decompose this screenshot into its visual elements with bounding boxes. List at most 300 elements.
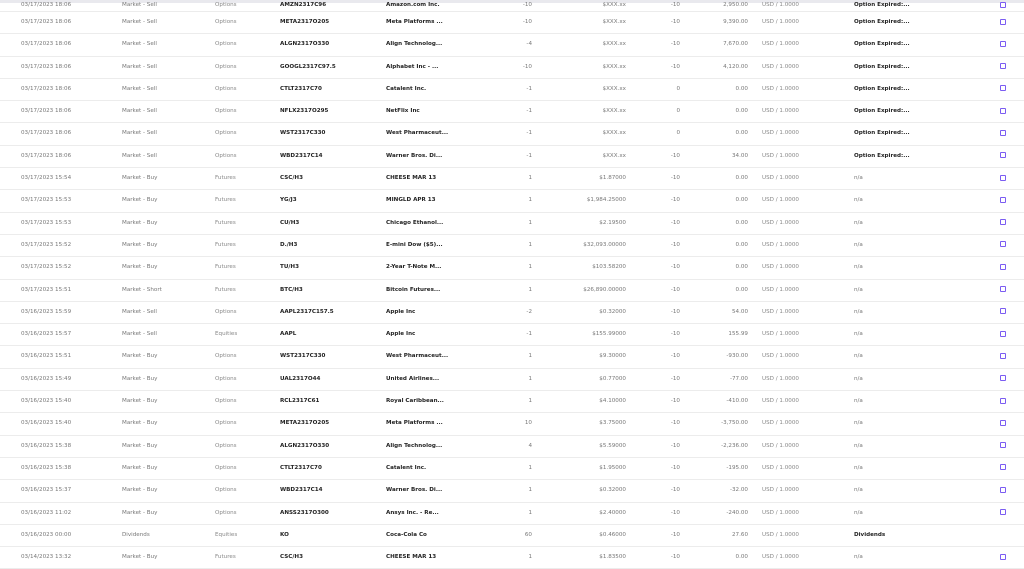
fee-cell: 0 [676,108,680,115]
price-cell: $XXX.xx [602,108,626,115]
quantity-cell: 1 [528,464,532,471]
amount-cell: -930.00 [726,353,748,360]
type-cell: Options [215,130,237,137]
date-cell: 03/16/2023 15:51 [21,353,72,360]
action-cell: Market - Sell [122,19,157,25]
action-cell: Dividends [122,531,150,538]
fee-cell: 0 [676,130,680,137]
amount-cell: -410.00 [726,398,748,405]
type-cell: Options [215,442,237,449]
table-row[interactable] [0,235,1024,257]
fee-cell: -10 [670,152,680,159]
symbol-cell: CSC/H3 [280,175,303,182]
date-cell: 03/17/2023 18:06 [21,108,72,115]
quantity-cell: 1 [528,175,532,182]
symbol-cell: CTLT2317C70 [280,464,322,471]
amount-cell: 9,390.00 [723,19,748,25]
type-cell: Options [215,108,237,115]
table-row[interactable] [0,302,1024,324]
fee-cell: -10 [670,464,680,471]
table-row[interactable] [0,346,1024,368]
type-cell: Options [215,308,237,315]
edit-icon[interactable] [1000,353,1006,359]
edit-button[interactable] [1000,12,1008,33]
amount-cell: 54.00 [731,308,748,315]
date-cell: 03/17/2023 18:06 [21,85,72,92]
edit-button[interactable] [1000,324,1008,345]
table-row[interactable] [0,123,1024,145]
symbol-cell: ANSS2317O300 [280,509,329,516]
price-cell: $XXX.xx [602,19,626,25]
amount-cell: -77.00 [729,375,748,382]
note-cell: Option Expired:... [854,85,910,92]
edit-button[interactable] [1000,235,1008,256]
table-row[interactable] [0,213,1024,235]
currency-cell: USD / 1.0000 [762,130,799,137]
price-cell: $XXX.xx [602,85,626,92]
symbol-cell: AAPL [280,331,297,338]
edit-icon[interactable] [1000,398,1006,404]
description-cell: Bitcoin Futures... [386,286,441,293]
edit-button[interactable] [1000,503,1008,524]
fee-cell: -10 [670,375,680,382]
table-row[interactable] [0,0,1024,12]
note-cell: Dividends [854,531,886,538]
table-row[interactable] [0,413,1024,435]
date-cell: 03/17/2023 18:06 [21,19,72,25]
currency-cell: USD / 1.0000 [762,219,799,226]
symbol-cell: NFLX2317O295 [280,108,329,115]
amount-cell: 0.00 [735,264,748,271]
action-cell: Market - Buy [122,197,158,204]
price-cell: $1.83500 [599,554,626,561]
edit-icon[interactable] [1000,85,1006,91]
table-row[interactable] [0,547,1024,569]
edit-icon[interactable] [1000,464,1006,470]
symbol-cell: D./H3 [280,241,298,248]
edit-icon[interactable] [1000,308,1006,314]
date-cell: 03/16/2023 15:38 [21,442,72,449]
edit-icon[interactable] [1000,375,1006,381]
fee-cell: -10 [670,264,680,271]
action-cell: Market - Sell [122,2,157,8]
amount-cell: 0.00 [735,554,748,561]
date-cell: 03/17/2023 15:52 [21,241,72,248]
description-cell: Chicago Ethanol... [386,219,444,226]
edit-icon[interactable] [1000,264,1006,270]
date-cell: 03/16/2023 15:40 [21,398,72,405]
symbol-cell: CSC/H3 [280,554,303,561]
amount-cell: -3,750.00 [721,420,748,427]
fee-cell: -10 [670,531,680,538]
edit-icon[interactable] [1000,487,1006,493]
table-row[interactable] [0,57,1024,79]
note-cell: n/a [854,175,863,182]
description-cell: Align Technolog... [386,41,443,48]
quantity-cell: -1 [526,130,532,137]
type-cell: Options [215,464,237,471]
note-cell: n/a [854,554,863,561]
fee-cell: -10 [670,442,680,449]
currency-cell: USD / 1.0000 [762,420,799,427]
edit-icon[interactable] [1000,197,1006,203]
price-cell: $0.46000 [599,531,626,538]
type-cell: Options [215,85,237,92]
price-cell: $1.87000 [599,175,626,182]
amount-cell: -240.00 [726,509,748,516]
currency-cell: USD / 1.0000 [762,509,799,516]
currency-cell: USD / 1.0000 [762,464,799,471]
fee-cell: -10 [670,420,680,427]
type-cell: Futures [215,286,236,293]
edit-button[interactable] [1000,413,1008,434]
edit-button[interactable] [1000,391,1008,412]
action-cell: Market - Buy [122,487,158,494]
quantity-cell: -10 [522,19,532,25]
price-cell: $2.40000 [599,509,626,516]
fee-cell: -10 [670,2,680,8]
date-cell: 03/17/2023 15:53 [21,219,72,226]
edit-icon[interactable] [1000,241,1006,247]
currency-cell: USD / 1.0000 [762,554,799,561]
action-cell: Market - Buy [122,353,158,360]
quantity-cell: 1 [528,241,532,248]
description-cell: Align Technolog... [386,442,443,449]
symbol-cell: WBD2317C14 [280,152,323,159]
edit-icon[interactable] [1000,219,1006,225]
symbol-cell: KO [280,531,289,538]
amount-cell: 0.00 [735,130,748,137]
price-cell: $1.95000 [599,464,626,471]
edit-button[interactable] [1000,34,1008,55]
currency-cell: USD / 1.0000 [762,487,799,494]
type-cell: Options [215,487,237,494]
edit-icon[interactable] [1000,331,1006,337]
amount-cell: 2,950.00 [723,2,748,8]
table-row[interactable] [0,79,1024,101]
quantity-cell: -1 [526,152,532,159]
fee-cell: -10 [670,19,680,25]
action-cell: Market - Sell [122,63,157,70]
edit-button[interactable] [1000,146,1008,167]
table-row[interactable] [0,190,1024,212]
price-cell: $103.58200 [592,264,626,271]
quantity-cell: 1 [528,286,532,293]
price-cell: $32,093.00000 [583,241,626,248]
date-cell: 03/17/2023 15:52 [21,264,72,271]
symbol-cell: RCL2317C61 [280,398,320,405]
type-cell: Equities [215,331,238,338]
table-row[interactable] [0,280,1024,302]
edit-button[interactable] [1000,458,1008,479]
price-cell: $XXX.xx [602,130,626,137]
description-cell: Warner Bros. Di... [386,487,443,494]
fee-cell: -10 [670,241,680,248]
edit-icon[interactable] [1000,108,1006,114]
note-cell: n/a [854,398,863,405]
symbol-cell: WST2317C330 [280,353,326,360]
price-cell: $3.75000 [599,420,626,427]
table-row[interactable] [0,458,1024,480]
note-cell: Option Expired:... [854,2,910,8]
action-cell: Market - Sell [122,152,157,159]
quantity-cell: -1 [526,108,532,115]
quantity-cell: -10 [522,2,532,8]
table-row[interactable] [0,146,1024,168]
fee-cell: -10 [670,175,680,182]
fee-cell: -10 [670,63,680,70]
edit-button[interactable] [1000,101,1008,122]
edit-icon[interactable] [1000,442,1006,448]
action-cell: Market - Buy [122,398,158,405]
description-cell: Royal Caribbean... [386,398,444,405]
edit-button[interactable] [1000,0,1008,11]
edit-button[interactable] [1000,257,1008,278]
table-row[interactable] [0,369,1024,391]
date-cell: 03/17/2023 18:06 [21,130,72,137]
date-cell: 03/16/2023 15:38 [21,464,72,471]
edit-icon[interactable] [1000,19,1006,25]
table-row[interactable] [0,101,1024,123]
fee-cell: -10 [670,554,680,561]
edit-icon[interactable] [1000,286,1006,292]
edit-button[interactable] [1000,280,1008,301]
fee-cell: -10 [670,353,680,360]
note-cell: n/a [854,353,863,360]
date-cell: 03/16/2023 15:40 [21,420,72,427]
amount-cell: 0.00 [735,175,748,182]
table-row[interactable] [0,480,1024,502]
action-cell: Market - Sell [122,41,157,48]
type-cell: Futures [215,219,236,226]
edit-button[interactable] [1000,302,1008,323]
date-cell: 03/17/2023 15:51 [21,286,72,293]
edit-button[interactable] [1000,480,1008,501]
fee-cell: -10 [670,286,680,293]
date-cell: 03/17/2023 18:06 [21,63,72,70]
type-cell: Options [215,19,237,25]
price-cell: $XXX.xx [602,41,626,48]
edit-icon[interactable] [1000,420,1006,426]
quantity-cell: -1 [526,331,532,338]
quantity-cell: 1 [528,375,532,382]
price-cell: $0.32000 [599,487,626,494]
currency-cell: USD / 1.0000 [762,152,799,159]
amount-cell: 0.00 [735,219,748,226]
symbol-cell: UAL2317O44 [280,375,321,382]
action-cell: Market - Buy [122,554,158,561]
fee-cell: -10 [670,509,680,516]
description-cell: Amazon.com Inc. [386,2,440,8]
edit-button[interactable] [1000,79,1008,100]
type-cell: Futures [215,241,236,248]
description-cell: Ansys Inc. - Re... [386,509,439,516]
action-cell: Market - Sell [122,130,157,137]
symbol-cell: WST2317C330 [280,130,326,137]
note-cell: n/a [854,219,863,226]
symbol-cell: META2317O205 [280,19,330,25]
edit-button[interactable] [1000,213,1008,234]
note-cell: n/a [854,241,863,248]
currency-cell: USD / 1.0000 [762,19,799,25]
action-cell: Market - Buy [122,442,158,449]
currency-cell: USD / 1.0000 [762,398,799,405]
note-cell: n/a [854,331,863,338]
description-cell: Alphabet Inc - ... [386,63,439,70]
currency-cell: USD / 1.0000 [762,41,799,48]
symbol-cell: META2317O205 [280,420,330,427]
amount-cell: -32.00 [729,487,748,494]
currency-cell: USD / 1.0000 [762,175,799,182]
quantity-cell: 60 [524,531,532,538]
currency-cell: USD / 1.0000 [762,375,799,382]
fee-cell: -10 [670,308,680,315]
quantity-cell: 4 [528,442,532,449]
amount-cell: 0.00 [735,85,748,92]
table-row[interactable] [0,34,1024,56]
amount-cell: 4,120.00 [723,63,748,70]
table-row[interactable] [0,257,1024,279]
amount-cell: 0.00 [735,286,748,293]
edit-icon[interactable] [1000,152,1006,158]
description-cell: Coca-Cola Co [386,531,427,538]
note-cell: n/a [854,442,863,449]
edit-button[interactable] [1000,547,1008,568]
price-cell: $1,984.25000 [586,197,626,204]
description-cell: West Pharmaceut... [386,130,449,137]
currency-cell: USD / 1.0000 [762,197,799,204]
edit-button[interactable] [1000,346,1008,367]
quantity-cell: -1 [526,85,532,92]
note-cell: n/a [854,308,863,315]
price-cell: $5.59000 [599,442,626,449]
quantity-cell: 1 [528,398,532,405]
table-row[interactable] [0,324,1024,346]
table-row[interactable] [0,168,1024,190]
quantity-cell: 1 [528,264,532,271]
quantity-cell: -4 [526,41,532,48]
type-cell: Options [215,398,237,405]
type-cell: Futures [215,554,236,561]
date-cell: 03/16/2023 15:37 [21,487,72,494]
amount-cell: 27.60 [731,531,748,538]
edit-button[interactable] [1000,369,1008,390]
description-cell: Meta Platforms ... [386,420,443,427]
currency-cell: USD / 1.0000 [762,331,799,338]
action-cell: Market - Buy [122,464,158,471]
date-cell: 03/17/2023 18:06 [21,2,72,8]
price-cell: $XXX.xx [602,152,626,159]
edit-button[interactable] [1000,168,1008,189]
symbol-cell: TU/H3 [280,264,299,271]
fee-cell: -10 [670,41,680,48]
edit-icon[interactable] [1000,509,1006,515]
price-cell: $2.19500 [599,219,626,226]
symbol-cell: BTC/H3 [280,286,303,293]
action-cell: Market - Sell [122,108,157,115]
description-cell: Meta Platforms ... [386,19,443,25]
description-cell: Catalent Inc. [386,85,427,92]
symbol-cell: AAPL2317C157.5 [280,308,334,315]
quantity-cell: 1 [528,554,532,561]
date-cell: 03/16/2023 15:59 [21,308,72,315]
action-cell: Market - Buy [122,241,158,248]
date-cell: 03/17/2023 18:06 [21,152,72,159]
description-cell: CHEESE MAR 13 [386,175,437,182]
action-cell: Market - Buy [122,420,158,427]
edit-icon[interactable] [1000,63,1006,69]
edit-icon[interactable] [1000,130,1006,136]
table-row[interactable] [0,12,1024,34]
type-cell: Options [215,509,237,516]
table-row[interactable] [0,436,1024,458]
edit-icon[interactable] [1000,554,1006,560]
action-cell: Market - Short [122,286,162,293]
date-cell: 03/16/2023 00:00 [21,531,72,538]
amount-cell: -195.00 [726,464,748,471]
note-cell: n/a [854,286,863,293]
date-cell: 03/14/2023 13:32 [21,554,72,561]
fee-cell: -10 [670,398,680,405]
type-cell: Futures [215,197,236,204]
note-cell: n/a [854,375,863,382]
type-cell: Options [215,375,237,382]
table-row[interactable] [0,391,1024,413]
table-row[interactable] [0,503,1024,525]
description-cell: Apple Inc [386,331,416,338]
symbol-cell: ALGN2317O330 [280,442,330,449]
edit-icon[interactable] [1000,175,1006,181]
edit-button[interactable] [1000,57,1008,78]
currency-cell: USD / 1.0000 [762,531,799,538]
fee-cell: -10 [670,331,680,338]
note-cell: n/a [854,464,863,471]
edit-button[interactable] [1000,123,1008,144]
edit-button[interactable] [1000,190,1008,211]
date-cell: 03/17/2023 15:54 [21,175,72,182]
edit-button[interactable] [1000,436,1008,457]
type-cell: Options [215,353,237,360]
type-cell: Options [215,63,237,70]
description-cell: Warner Bros. Di... [386,152,443,159]
quantity-cell: 1 [528,197,532,204]
date-cell: 03/16/2023 15:57 [21,331,72,338]
note-cell: n/a [854,487,863,494]
quantity-cell: -10 [522,63,532,70]
note-cell: Option Expired:... [854,152,910,159]
edit-icon[interactable] [1000,2,1006,8]
type-cell: Futures [215,175,236,182]
symbol-cell: WBD2317C14 [280,487,323,494]
edit-icon[interactable] [1000,41,1006,47]
currency-cell: USD / 1.0000 [762,308,799,315]
amount-cell: 34.00 [731,152,748,159]
action-cell: Market - Sell [122,331,157,338]
action-cell: Market - Sell [122,308,157,315]
currency-cell: USD / 1.0000 [762,264,799,271]
action-cell: Market - Buy [122,509,158,516]
fee-cell: 0 [676,85,680,92]
date-cell: 03/16/2023 11:02 [21,509,72,516]
note-cell: Option Expired:... [854,19,910,25]
price-cell: $4.10000 [599,398,626,405]
type-cell: Options [215,420,237,427]
price-cell: $9.30000 [599,353,626,360]
type-cell: Options [215,41,237,48]
quantity-cell: -2 [526,308,532,315]
action-cell: Market - Buy [122,219,158,226]
amount-cell: 0.00 [735,197,748,204]
